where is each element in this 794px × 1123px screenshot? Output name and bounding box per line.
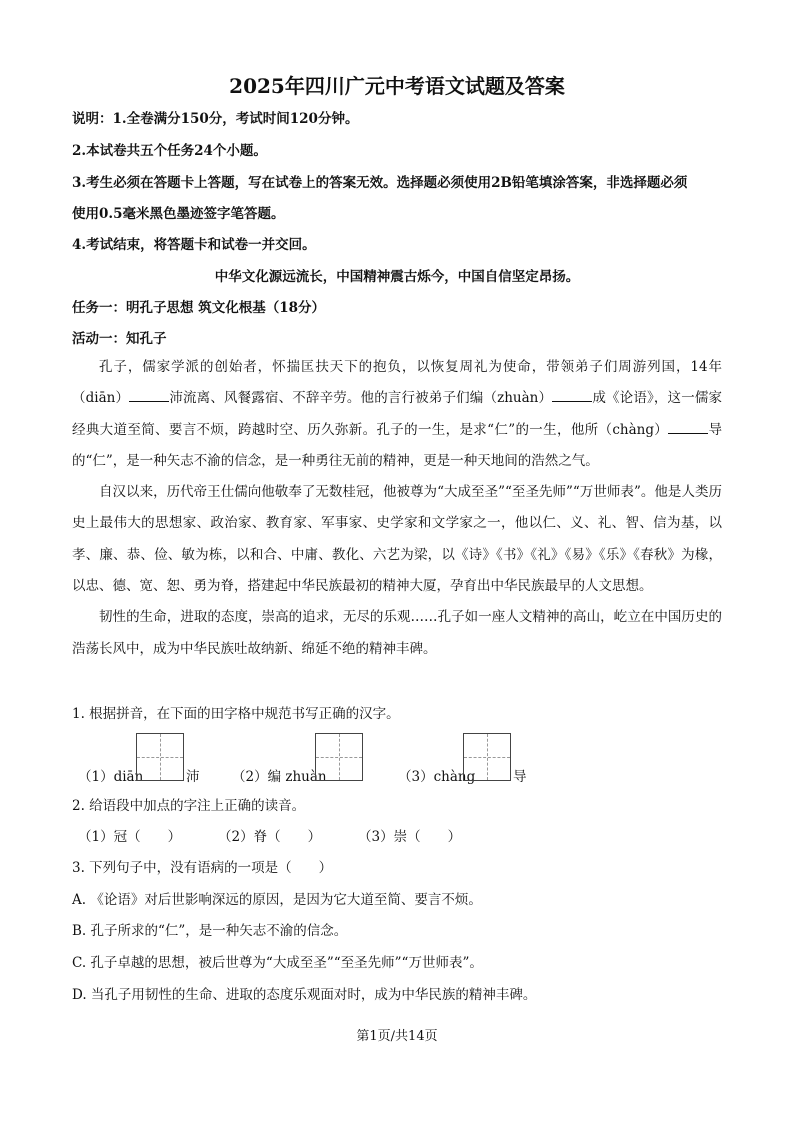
- instruction-line-2: 2.本试卷共五个任务24个小题。: [72, 143, 267, 159]
- q2-item-3: （3）崇（ ）: [358, 829, 462, 845]
- passage-paragraph-3: 韧性的生命，进取的态度，崇高的追求，无尽的乐观……孔子如一座人文精神的高山，屹立在中国历史的浩荡长风中，成为中华民族吐故纳新、绵延不绝的精神丰碑。: [72, 609, 722, 657]
- question-2-stem: 2. 给语段中加点的字注上正确的读音。: [72, 798, 306, 814]
- q3-option-d[interactable]: D. 当孔子用韧性的生命、进取的态度乐观面对时，成为中华民族的精神丰碑。: [72, 987, 537, 1003]
- q1-item1-suffix: 沛: [186, 769, 200, 785]
- q1-item2-prefix: （2）编 zhuàn: [232, 769, 327, 785]
- instruction-line-5: 4.考试结束，将答题卡和试卷一并交回。: [72, 237, 316, 253]
- fill-blank: [668, 421, 708, 434]
- q3-option-b[interactable]: B. 孔子所求的“仁”，是一种矢志不渝的信念。: [72, 923, 348, 939]
- q3-option-c[interactable]: C. 孔子卓越的思想，被后世尊为“大成至圣”“至圣先师”“万世师表”。: [72, 955, 483, 971]
- tianzige-box-1[interactable]: [136, 733, 184, 781]
- question-1-stem: 1. 根据拼音，在下面的田字格中规范书写正确的汉字。: [72, 706, 400, 722]
- question-3-stem: 3. 下列句子中，没有语病的一项是（ ）: [72, 860, 333, 876]
- passage-paragraph-2: 自汉以来，历代帝王仕儒向他敬奉了无数桂冠，他被尊为“大成至圣”“至圣先师”“万世师表”。他是人类历史上最伟大的思想家、政治家、教育家、军事家、史学家和文学家之一，他以仁、义、礼、智、信为基，以孝、廉、恭、俭、敏为栋，以和合、中庸、教化、六艺为梁，以《诗》《书》《礼》《易》《乐》《春秋》为椽，以忠、德、宽、恕、勇为脊，搭建起中华民族最初的精神大厦，孕育出中华民族最早的人文思想。: [72, 484, 722, 595]
- page-number: 第1页/共14页: [356, 1029, 438, 1044]
- motto: 中华文化源远流长，中国精神震古烁今，中国自信坚定昂扬。: [214, 269, 580, 285]
- q2-item-2: （2）脊（ ）: [218, 829, 322, 845]
- q1-item3-suffix: 导: [513, 769, 527, 785]
- q1-item3-prefix: （3）chàng: [398, 769, 476, 785]
- fill-blank: [129, 389, 169, 402]
- q3-option-a[interactable]: A. 《论语》对后世影响深远的原因，是因为它大道至简、要言不烦。: [72, 892, 482, 908]
- passage-paragraph-1: 孔子，儒家学派的创始者，怀揣匡扶天下的抱负，以恢复周礼为使命，带领弟子们周游列国，14年（diān） 沛流离、风餐露宿、不辞辛劳。他的言行被弟子们编（zhuàn） 成《论语》，这一儒家经典大道至简、要言不烦，跨越时空、历久弥新。孔子的一生，是求“仁”的一生，他所（chàng） 导的“仁”，是一种矢志不渝的信念，是一种勇往无前的精神，更是一种天地间的浩然之气。: [72, 359, 723, 469]
- instruction-line-3: 3.考生必须在答题卡上答题，写在试卷上的答案无效。选择题必须使用2B铅笔填涂答案，非选择题必须: [72, 175, 688, 191]
- instruction-line-1: 说明：1.全卷满分150分，考试时间120分钟。: [72, 111, 359, 127]
- passage: [72, 352, 722, 665]
- q1-item1-prefix: （1）diān: [78, 769, 144, 785]
- q2-item-1: （1）冠（ ）: [78, 829, 182, 845]
- page-title: 2025年四川广元中考语文试题及答案: [229, 74, 565, 98]
- tianzige-box-3[interactable]: [463, 733, 511, 781]
- fill-blank: [552, 389, 592, 402]
- activity-heading: 活动一：知孔子: [72, 331, 167, 347]
- task-heading: 任务一：明孔子思想 筑文化根基（18分）: [72, 300, 325, 316]
- tianzige-box-2[interactable]: [315, 733, 363, 781]
- instruction-line-4: 使用0.5毫米黑色墨迹签字笔答题。: [72, 206, 285, 222]
